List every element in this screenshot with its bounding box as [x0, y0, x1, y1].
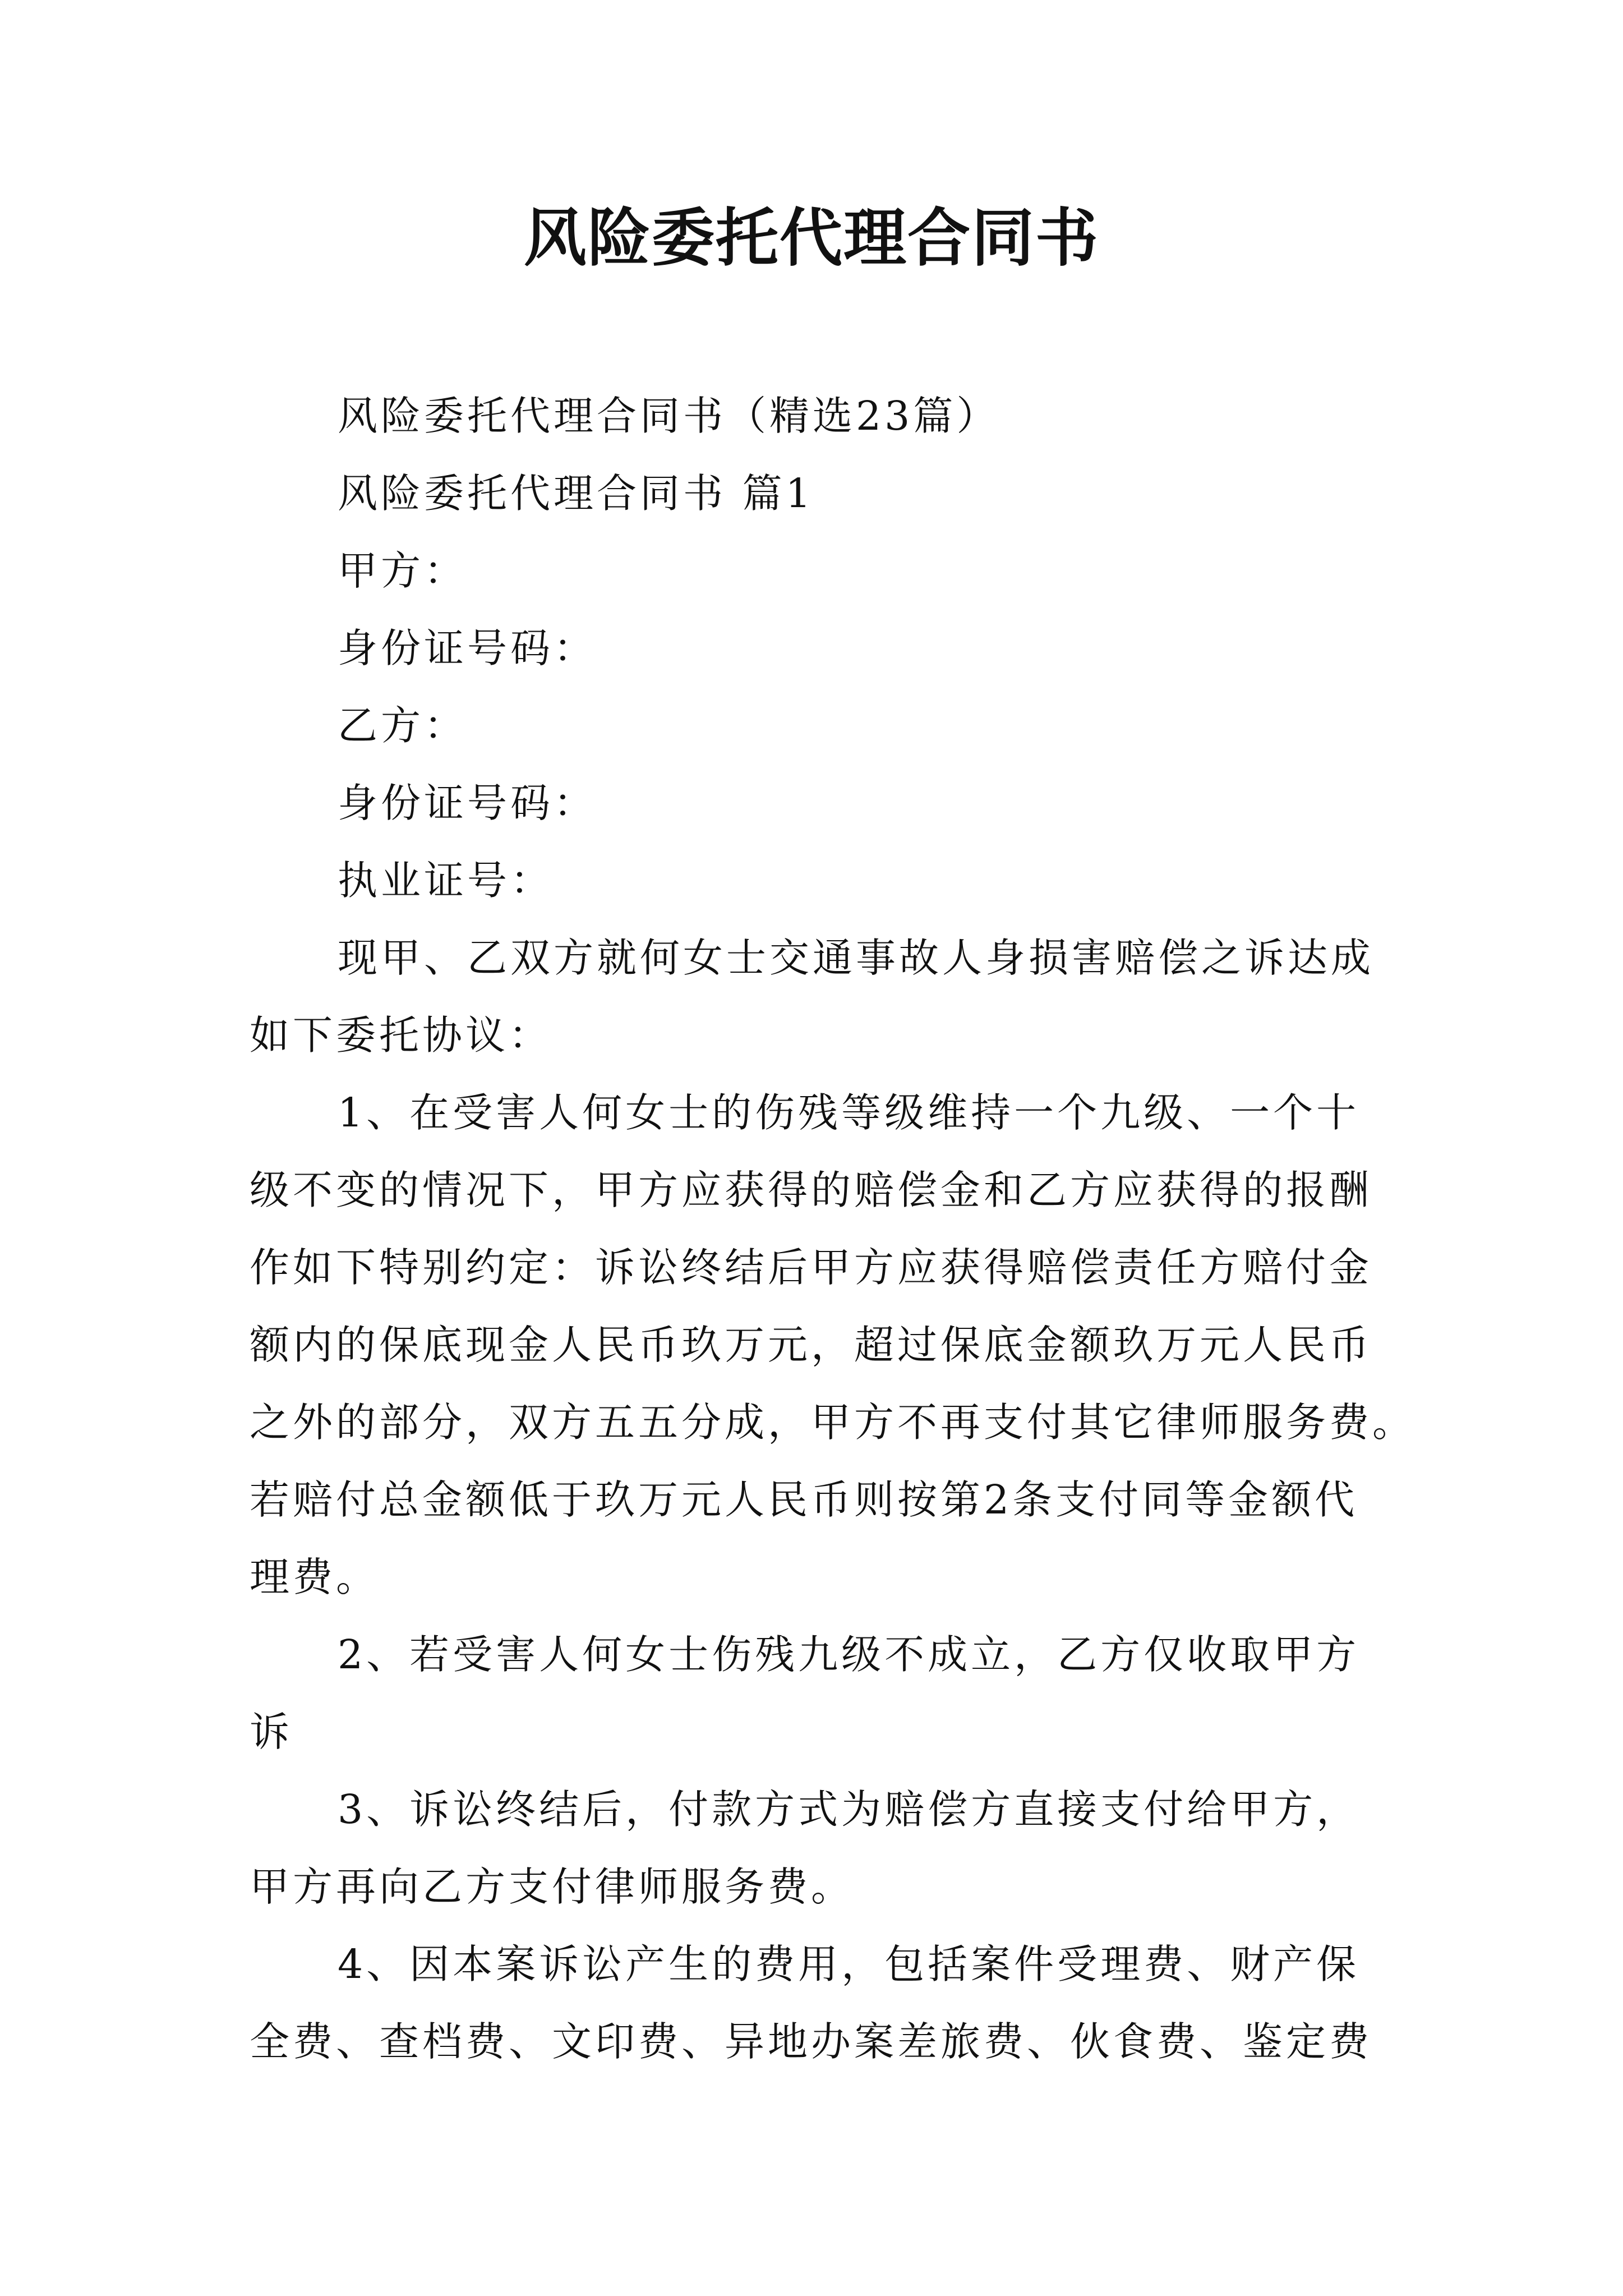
- text-line: 额内的保底现金人民币玖万元，超过保底金额玖万元人民币: [250, 1322, 1373, 1368]
- text-line: 现甲、乙双方就何女士交通事故人身损害赔偿之诉达成: [338, 935, 1375, 981]
- text-line: 3、诉讼终结后，付款方式为赔偿方直接支付给甲方，: [338, 1786, 1360, 1833]
- text-line: 作如下特别约定：诉讼终结后甲方应获得赔偿责任方赔付金: [250, 1244, 1373, 1291]
- document-title: 风险委托代理合同书: [524, 201, 1099, 275]
- text-line: 甲方再向乙方支付律师服务费。: [250, 1864, 855, 1910]
- text-line: 4、因本案诉讼产生的费用，包括案件受理费、财产保: [338, 1941, 1360, 1987]
- text-line: 理费。: [250, 1554, 380, 1600]
- text-line: 风险委托代理合同书 篇1: [338, 470, 814, 517]
- text-line: 全费、查档费、文印费、异地办案差旅费、伙食费、鉴定费: [250, 2018, 1373, 2065]
- document-body: [250, 378, 1416, 2081]
- text-line: 之外的部分，双方五五分成，甲方不再支付其它律师服务费。: [250, 1399, 1416, 1446]
- text-line: 身份证号码：: [338, 780, 597, 826]
- text-line: 1、在受害人何女士的伤残等级维持一个九级、一个十: [338, 1089, 1360, 1136]
- text-line: 诉: [250, 1709, 293, 1755]
- text-line: 身份证号码：: [338, 625, 597, 671]
- text-line: 级不变的情况下，甲方应获得的赔偿金和乙方应获得的报酬: [250, 1167, 1373, 1213]
- text-line: 2、若受害人何女士伤残九级不成立，乙方仅收取甲方: [338, 1631, 1360, 1678]
- text-line: 甲方：: [338, 547, 468, 594]
- text-line: 风险委托代理合同书（精选23篇）: [338, 393, 1000, 439]
- text-line: 乙方：: [338, 702, 468, 749]
- text-line: 若赔付总金额低于玖万元人民币则按第2条支付同等金额代: [250, 1476, 1358, 1523]
- text-line: 执业证号：: [338, 857, 554, 904]
- text-line: 如下委托协议：: [250, 1012, 552, 1059]
